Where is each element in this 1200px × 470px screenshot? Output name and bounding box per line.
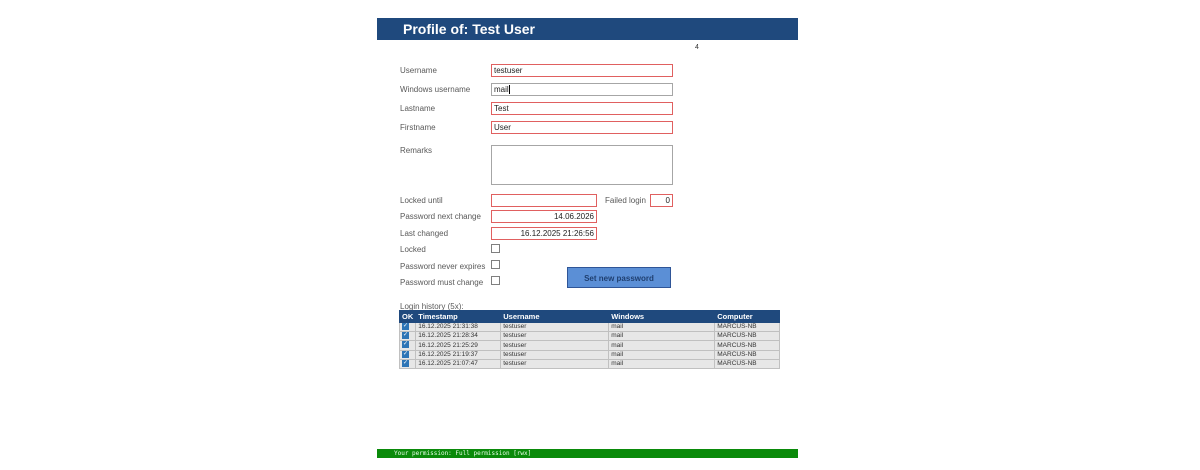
- firstname-label: Firstname: [400, 123, 436, 132]
- timestamp-cell: 16.12.2025 21:19:37: [416, 350, 501, 359]
- lastname-label: Lastname: [400, 104, 436, 113]
- windows-cell: mail: [609, 359, 715, 368]
- timestamp-cell: 16.12.2025 21:28:34: [416, 332, 501, 341]
- failed-login-label: Failed login: [605, 196, 646, 205]
- password-never-expires-label: Password never expires: [400, 262, 486, 271]
- username-label: Username: [400, 66, 437, 75]
- computer-cell: MARCUS-NB: [715, 332, 780, 341]
- windows-username-label: Windows username: [400, 85, 471, 94]
- username-field[interactable]: testuser: [491, 64, 673, 77]
- password-next-change-label: Password next change: [400, 212, 481, 221]
- firstname-field[interactable]: User: [491, 121, 673, 134]
- computer-cell: MARCUS-NB: [715, 350, 780, 359]
- locked-until-field[interactable]: [491, 194, 597, 207]
- computer-cell: MARCUS-NB: [715, 359, 780, 368]
- windows-cell: mail: [609, 350, 715, 359]
- title-bar: [377, 18, 798, 40]
- ok-cell: [400, 359, 416, 368]
- table-row: [400, 332, 780, 341]
- table-row: [400, 341, 780, 350]
- password-next-change-field[interactable]: 14.06.2026: [491, 210, 597, 223]
- remarks-label: Remarks: [400, 146, 433, 155]
- col-timestamp: Timestamp: [416, 311, 501, 323]
- text-cursor: [509, 85, 510, 94]
- col-computer: Computer: [715, 311, 780, 323]
- timestamp-cell: 16.12.2025 21:07:47: [416, 359, 501, 368]
- username-cell: testuser: [501, 359, 609, 368]
- login-history-title: Login history (5x):: [400, 302, 464, 311]
- table-row: [400, 323, 780, 332]
- page-title: Profile of: Test User: [403, 21, 535, 37]
- password-never-expires-checkbox[interactable]: [491, 260, 500, 269]
- windows-cell: mail: [609, 341, 715, 350]
- password-must-change-label: Password must change: [400, 278, 484, 287]
- set-new-password-button[interactable]: Set new password: [567, 267, 671, 288]
- table-header-row: [400, 311, 780, 323]
- windows-username-field[interactable]: [491, 83, 673, 96]
- computer-cell: MARCUS-NB: [715, 323, 780, 332]
- locked-checkbox[interactable]: [491, 244, 500, 253]
- check-icon[interactable]: ✓: [402, 323, 409, 329]
- login-history-table: [399, 310, 780, 369]
- failed-login-field[interactable]: 0: [650, 194, 673, 207]
- username-cell: testuser: [501, 323, 609, 332]
- lastname-field[interactable]: Test: [491, 102, 673, 115]
- last-changed-field[interactable]: 16.12.2025 21:26:56: [491, 227, 597, 240]
- permission-status: Your permission: Full permission [rwx]: [394, 450, 532, 457]
- table-row: [400, 350, 780, 359]
- remarks-field[interactable]: [491, 145, 673, 185]
- windows-cell: mail: [609, 332, 715, 341]
- computer-cell: MARCUS-NB: [715, 341, 780, 350]
- check-icon[interactable]: ✓: [402, 332, 409, 339]
- timestamp-cell: 16.12.2025 21:25:29: [416, 341, 501, 350]
- username-cell: testuser: [501, 332, 609, 341]
- col-ok: OK: [400, 311, 416, 323]
- status-bar: [377, 449, 798, 458]
- password-must-change-checkbox[interactable]: [491, 276, 500, 285]
- table-row: [400, 359, 780, 368]
- ok-cell: [400, 323, 416, 332]
- username-cell: testuser: [501, 341, 609, 350]
- ok-cell: [400, 341, 416, 350]
- check-icon[interactable]: ✓: [402, 350, 409, 357]
- windows-username-value: mail: [494, 85, 509, 94]
- locked-until-label: Locked until: [400, 196, 443, 205]
- last-changed-label: Last changed: [400, 229, 449, 238]
- username-cell: testuser: [501, 350, 609, 359]
- col-username: Username: [501, 311, 609, 323]
- page-number: 4: [695, 44, 699, 51]
- check-icon[interactable]: ✓: [402, 359, 409, 366]
- ok-cell: [400, 350, 416, 359]
- col-windows: Windows: [609, 311, 715, 323]
- ok-cell: [400, 332, 416, 341]
- check-icon[interactable]: ✓: [402, 341, 409, 348]
- windows-cell: mail: [609, 323, 715, 332]
- locked-label: Locked: [400, 245, 426, 254]
- timestamp-cell: 16.12.2025 21:31:38: [416, 323, 501, 332]
